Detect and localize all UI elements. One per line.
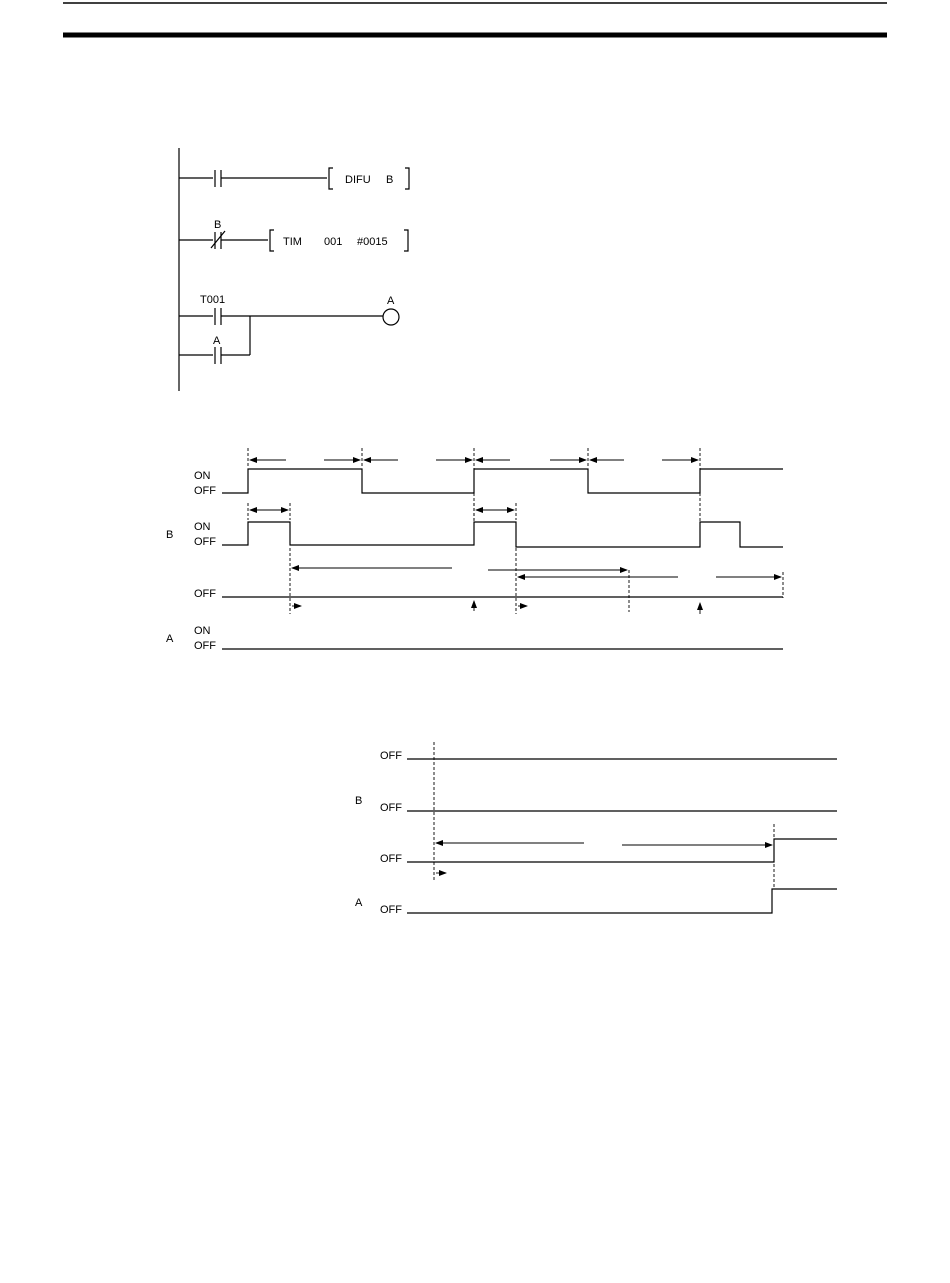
ladder-labels [200,174,395,347]
tim-number: 001 [324,236,343,248]
tim-right-bracket [404,230,408,251]
a2-waveform [407,889,837,913]
rung-output [179,308,399,364]
a2-signal-name: A [355,897,363,909]
input-on-label: ON [194,470,211,482]
header-rules [63,3,887,35]
timing2-dashed-markers [434,742,774,888]
input-waveform [222,469,783,493]
a-off-label: OFF [194,640,216,652]
b-contact-label: B [214,219,222,231]
tim-instruction: TIM [283,236,302,248]
a-signal-name: A [166,633,174,645]
difu-left-bracket [329,168,333,189]
input2-off-label: OFF [380,750,402,762]
b-pulse-ticks [248,503,516,520]
difu-instruction: DIFU [345,174,371,186]
rung-difu [179,168,409,189]
b2-off-label: OFF [380,802,402,814]
timing-chart-2 [355,742,837,916]
no-contact-input [215,170,221,187]
b-signal-name: B [166,529,174,541]
output-coil-a [383,309,399,325]
timer2-off-label: OFF [380,853,402,865]
tim-set-value: #0015 [357,236,388,248]
input-off-label: OFF [194,485,216,497]
b-waveform [222,522,783,547]
b2-signal-name: B [355,795,363,807]
timer2-interval-arrow [436,843,772,845]
no-contact-a [215,347,221,364]
timer-off-label: OFF [194,588,216,600]
difu-operand: B [386,174,394,186]
difu-right-bracket [405,168,409,189]
timer-interval-arrows [292,568,781,577]
no-contact-t001 [215,308,221,325]
a-contact-label: A [213,335,221,347]
a-on-label: ON [194,625,211,637]
timer2-waveform [407,839,837,862]
b-on-label: ON [194,521,211,533]
ladder-diagram [179,148,409,391]
timer-start-reset-marks [292,601,700,614]
timing-chart-1 [166,448,783,652]
tim-left-bracket [270,230,274,251]
a2-off-label: OFF [380,904,402,916]
b-off-label: OFF [194,536,216,548]
coil-label: A [387,295,395,307]
t001-contact-label: T001 [200,294,226,306]
